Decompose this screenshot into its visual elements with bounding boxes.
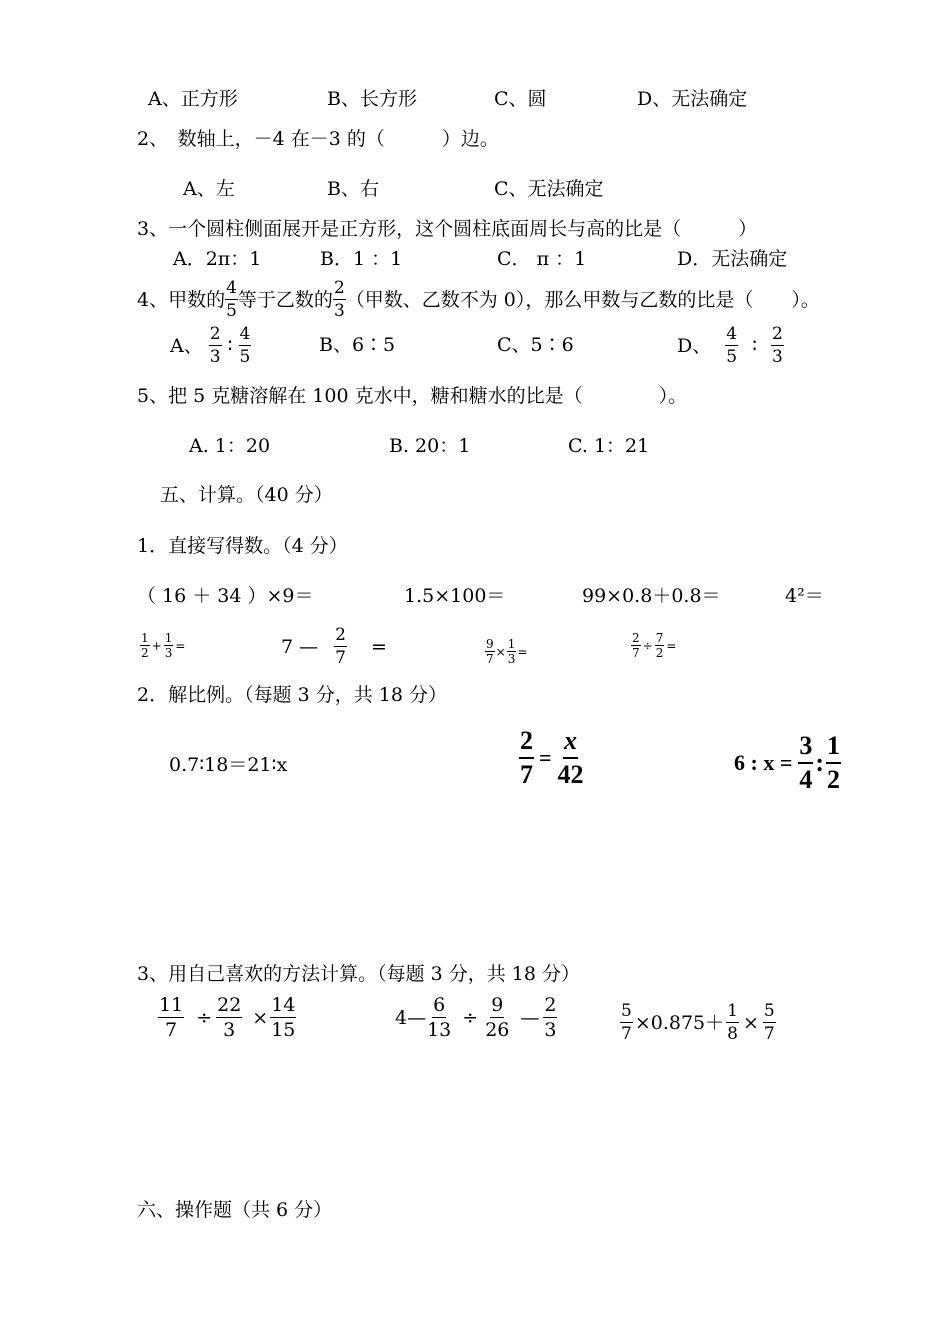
q4-option-a: A、 $\frac{2}{3}$ ∶ $\frac{4}{5}$ <box>170 324 251 367</box>
q4-fraction-1: $\frac{4}{5}$ <box>226 278 237 321</box>
q4-option-d: D、 $\frac{4}{5}$ ∶ $\frac{2}{3}$ <box>677 324 783 367</box>
q5-stem: 5、把 5 克糖溶解在 100 克水中，糖和糖水的比是（ ）。 <box>137 385 688 407</box>
calc-1: $\frac{11}{7}$ ÷ $\frac{22}{3}$ × $\frac{14}{15}$ <box>159 994 296 1041</box>
calc-3: $\frac{5}{7}$ ×0.875＋ $\frac{1}{8}$ × $\frac{5}{7}$ <box>621 1001 775 1044</box>
q3-option-c: C． π ：1 <box>497 248 587 270</box>
q5-option-c: C. 1：21 <box>568 435 650 457</box>
q4-stem <box>137 280 820 320</box>
q3-option-b: B．1 ：1 <box>320 248 403 270</box>
q1-option-a: A、正方形 <box>148 88 238 110</box>
q4-option-c: C、5∶6 <box>497 334 574 356</box>
q2-stem: 2、 数轴上，－4 在－3 的（ ）边。 <box>137 128 499 150</box>
q1-option-b: B、长方形 <box>327 88 417 110</box>
q1-option-d: D、无法确定 <box>637 88 748 110</box>
q4-text-2: 等于乙数的 <box>237 288 333 311</box>
expr-5: $\frac{1}{2}$ + $\frac{1}{3}$ = <box>141 631 186 660</box>
sub-1-title: 1．直接写得数。（4 分） <box>137 535 348 557</box>
q5-option-a: A. 1：20 <box>189 435 271 457</box>
q4-text-3: （甲数、乙数不为 0），那么甲数与乙数的比是（ ）。 <box>345 288 820 311</box>
expr-2: 1.5×100＝ <box>404 585 506 607</box>
expr-1: （ 16 ＋ 34 ）×9＝ <box>137 585 314 607</box>
section-6-title: 六、操作题（共 6 分） <box>137 1199 333 1221</box>
q3-stem: 3、一个圆柱侧面展开是正方形，这个圆柱底面周长与高的比是（ ） <box>137 218 758 240</box>
expr-4: 4²＝ <box>785 585 824 607</box>
expr-8: $\frac{2}{7}$ ÷ $\frac{7}{2}$ = <box>632 631 677 660</box>
q4-option-b: B、6∶5 <box>319 334 396 356</box>
expr-3: 99×0.8＋0.8＝ <box>582 585 721 607</box>
q2-option-a: A、左 <box>183 178 235 200</box>
sub-3-title: 3、用自己喜欢的方法计算。（每题 3 分，共 18 分） <box>137 963 581 985</box>
calc-2: 4— $\frac{6}{13}$ ÷ $\frac{9}{26}$ — $\frac{2}{3}$ <box>395 994 557 1041</box>
sub-2-title: 2．解比例。（每题 3 分，共 18 分） <box>137 684 448 706</box>
proportion-2: $\frac{2}{7}$ = $\frac{x}{42}$ <box>520 726 584 789</box>
expr-6: 7 — $\frac{2}{7}$ = <box>281 625 387 668</box>
q2-option-c: C、无法确定 <box>494 178 604 200</box>
q2-option-b: B、右 <box>327 178 379 200</box>
q4-text-1: 4、甲数的 <box>137 288 226 311</box>
proportion-1: 0.7∶18＝21∶x <box>169 754 288 776</box>
q3-option-a: A．2π：1 <box>173 248 262 270</box>
q3-option-d: D．无法确定 <box>677 248 788 270</box>
section-5-title: 五、计算。（40 分） <box>160 484 333 506</box>
q1-option-c: C、圆 <box>494 88 547 110</box>
q4-fraction-2: $\frac{2}{3}$ <box>333 278 345 321</box>
q5-option-b: B. 20：1 <box>389 435 471 457</box>
proportion-3: 6 : x = $\frac{3}{4}$ : $\frac{1}{2}$ <box>734 731 841 794</box>
expr-7: $\frac{9}{7}$ × $\frac{1}{3}$ = <box>486 637 528 666</box>
